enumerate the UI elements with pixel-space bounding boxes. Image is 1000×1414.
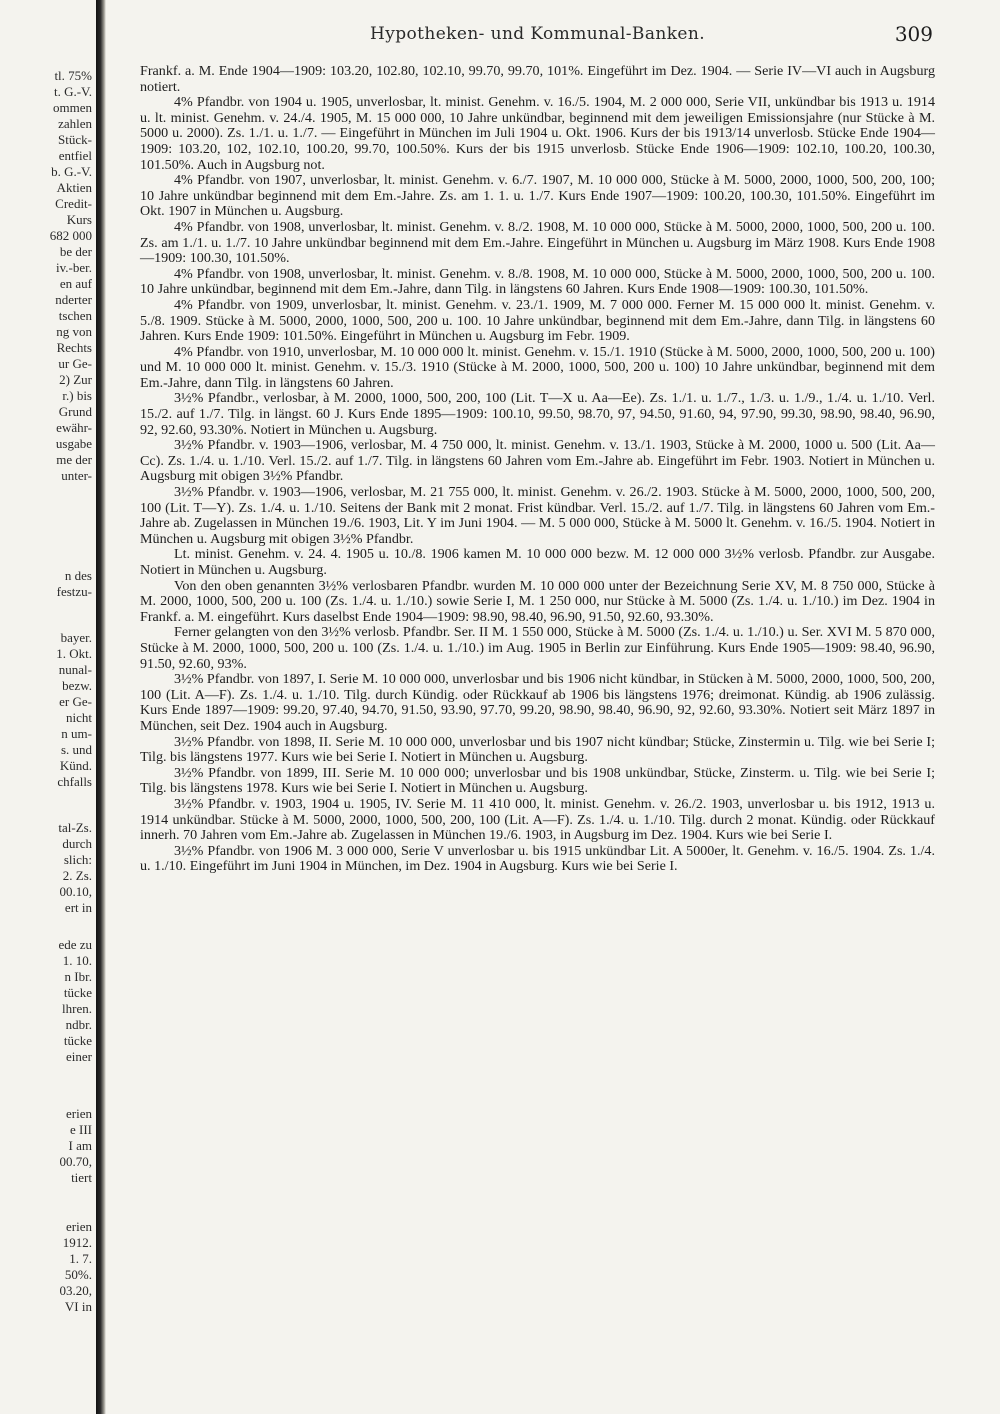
margin-fragment: Rechts — [56, 340, 92, 355]
entry-paragraph: 4% Pfandbr. von 1908, unverlosbar, lt. minist. Genehm. v. 8./8. 1908, M. 10 000 000, Stücke à M. 5000, 2000, 1000, 500, 200 u. 100. 10 Jahre unkündbar, beginnend mit dem Em.-Jahre, dann Tilg. in längstens 60 Jahren. Kurs Ende 1908—1909: 100.30, 101.50%. — [140, 265, 935, 298]
margin-fragment: n Ibr. — [64, 969, 92, 984]
margin-fragment: tschen — [58, 308, 92, 323]
margin-fragment: n um- — [61, 726, 92, 741]
entry-paragraph: 3½% Pfandbr. von 1906 M. 3 000 000, Serie V unverlosbar u. bis 1915 unkündbar Lit. A 5000er, lt. Genehm. v. 16./5. 1904. Zs. 1./4. u. 1./10. Eingeführt im Juni 1904 in München, im Dez. 1904 in Augsburg. Kurs wie bei Serie I. — [140, 842, 935, 875]
entry-paragraph: 3½% Pfandbr. von 1897, I. Serie M. 10 000 000, unverlosbar und bis 1906 nicht kündbar, in Stücken à M. 5000, 2000, 1000, 500, 200, 100 (Lit. A—F). Zs. 1./4. u. 1./10. Tilg. durch Kündig. oder Rückkauf ab 1906 bis längstens 1976; dreimonat. Kündig. ab 1906 zulässig. Kurs Ende 1897—1909: 99.20, 97.40, 94.70, 91.50, 93.90, 97.70, 99.20, 98.90, 98.40, 96.90, 92, 92.60, 93.30%. Notiert seit März 1897 in München, seit Dez. 1904 auch in Augsburg. — [140, 671, 935, 734]
margin-fragment: Credit- — [55, 196, 92, 211]
margin-fragment: 50%. — [64, 1267, 92, 1282]
margin-fragment: festzu- — [56, 584, 92, 599]
margin-fragment: Künd. — [59, 758, 92, 773]
margin-fragment: en auf — [59, 276, 92, 291]
margin-fragment: bayer. — [60, 630, 92, 645]
margin-fragment: erien — [66, 1106, 92, 1121]
margin-fragment: ert in — [64, 900, 92, 915]
margin-fragment: e III — [69, 1122, 92, 1137]
entry-paragraph: Von den oben genannten 3½% verlosbaren Pfandbr. wurden M. 10 000 000 unter der Bezeichnung Serie XV, M. 8 750 000, Stücke à M. 2000, 1000, 500, 200 u. 100 (Zs. 1./4. u. 1./10.) sowie Serie I, M. 1 250 000, nur Stücke à M. 5000 (Zs. 1./4. u. 1./10.) im Dez. 1904 in Frankf. a. M. eingeführt. Kurs daselbst Ende 1904—1909: 98.90, 98.40, 96.90, 91.50, 92.60, 93.30%. — [140, 577, 935, 625]
margin-fragment: 00.10, — [59, 884, 92, 899]
entry-paragraph: 4% Pfandbr. von 1904 u. 1905, unverlosbar, lt. minist. Genehm. v. 16./5. 1904, M. 2 000 000, Serie VII, unkündbar bis 1913 u. 1914 u. lt. minist. Genehm. v. 24./4. 1905, M. 15 000 000, 10 Jahre unkündbar, beginnend mit dem jeweiligen Emissionsjahre (nur Stücke à M. 5000 u. 2000). Zs. 1./1. u. 1./7. — Eingeführt in München im Juli 1904 u. Okt. 1906. Kurs der bis 1913/14 unverlosb. Stücke Ende 1904—1909: 103.20, 102, 102.10, 100.20, 99.70, 100.50%. Kurs der bis 1915 unverlosb. Stücke Ende 1906—1909: 102.10, 100.20, 100.30, 101.50%. Auch in Augsburg not. — [140, 94, 935, 173]
margin-fragment: 03.20, — [59, 1283, 92, 1298]
margin-fragment: Stück- — [58, 132, 92, 147]
margin-fragment: er Ge- — [59, 694, 92, 709]
margin-fragment: tücke — [63, 1033, 92, 1048]
margin-fragment: me der — [56, 452, 92, 467]
margin-fragment: lhren. — [62, 1001, 92, 1016]
margin-fragment: ng von — [56, 324, 92, 339]
margin-fragment: nunal- — [58, 662, 92, 677]
entry-paragraph: 4% Pfandbr. von 1908, unverlosbar, lt. minist. Genehm. v. 8./2. 1908, M. 10 000 000, Stücke à M. 5000, 2000, 1000, 500, 200 u. 100. Zs. am 1./1. u. 1./7. 10 Jahre unkündbar beginnend mit dem Em.-Jahre. Eingeführt in München u. Augsburg im März 1908. Kurs Ende 1908—1909: 100.30, 101.50%. — [140, 218, 935, 267]
entry-paragraph: Ferner gelangten von den 3½% verlosb. Pfandbr. Ser. II M. 1 550 000, Stücke à M. 5000 (Zs. 1./4. u. 1./10.) u. Ser. XVI M. 5 870 000, Stücke à M. 2000, 1000, 500, 200 u. 100 (Zs. 1./4. u. 1./10.) im Aug. 1905 in Berlin zur Einführung. Kurs Ende 1905—1909: 98.40, 96.90, 91.50, 92.60, 93%. — [140, 624, 935, 672]
margin-fragment: be der — [59, 244, 92, 259]
margin-fragment: Aktien — [56, 180, 92, 195]
margin-fragment: 00.70, — [59, 1154, 92, 1169]
margin-fragment: n des — [64, 568, 92, 583]
margin-fragment: tal-Zs. — [58, 820, 92, 835]
margin-fragment: 1912. — [62, 1235, 92, 1250]
entry-paragraph: Lt. minist. Genehm. v. 24. 4. 1905 u. 10./8. 1906 kamen M. 10 000 000 bezw. M. 12 000 000 3½% verlosb. Pfandbr. zur Ausgabe. Notiert in München u. Augsburg. — [140, 546, 935, 578]
margin-fragment: entfiel — [58, 148, 92, 163]
margin-fragment: unter- — [61, 468, 92, 483]
page — [140, 22, 935, 875]
margin-fragment: 682 000 — [49, 228, 92, 243]
margin-fragment: ommen — [53, 100, 92, 115]
previous-page-margin — [0, 0, 92, 1414]
margin-fragment: nderter — [55, 292, 92, 307]
margin-fragment: 1. Okt. — [56, 646, 92, 661]
page-header — [140, 22, 935, 56]
margin-fragment: 2. Zs. — [62, 868, 92, 883]
margin-fragment: erien — [66, 1219, 92, 1234]
entry-paragraph: Frankf. a. M. Ende 1904—1909: 103.20, 102.80, 102.10, 99.70, 99.70, 101%. Eingeführt im Dez. 1904. — Serie IV—VI auch in Augsburg notiert. — [140, 63, 935, 95]
margin-fragment: iv.-ber. — [56, 260, 92, 275]
margin-fragment: ur Ge- — [58, 356, 92, 371]
margin-fragment: 1. 10. — [62, 953, 92, 968]
margin-fragment: bezw. — [62, 678, 92, 693]
margin-fragment: einer — [66, 1049, 92, 1064]
page-number: 309 — [894, 22, 933, 46]
margin-fragment: zahlen — [58, 116, 92, 131]
entry-list — [140, 64, 935, 875]
entry-paragraph: 3½% Pfandbr. von 1898, II. Serie M. 10 000 000, unverlosbar und bis 1907 nicht kündbar; Stücke, Zinstermin u. Tilg. wie bei Serie I; Tilg. bis längstens 1977. Kurs wie bei Serie I. Notiert in München u. Augsburg. — [140, 733, 935, 766]
margin-fragment: slich: — [63, 852, 92, 867]
margin-fragment: b. G.-V. — [51, 164, 92, 179]
margin-fragment: Kurs — [66, 212, 92, 227]
margin-fragment: ede zu — [58, 937, 92, 952]
margin-fragment: tiert — [71, 1170, 92, 1185]
entry-paragraph: 4% Pfandbr. von 1910, unverlosbar, M. 10 000 000 lt. minist. Genehm. v. 15./1. 1910 (Stücke à M. 5000, 2000, 1000, 500, 200 u. 100) und M. 10 000 000 lt. minist. Genehm. v. 15./3. 1910 (Stücke à M. 2000, 1000, 500, 200 u. 100) 10 Jahre unkündbar, beginnend mit dem Em.-Jahre, dann Tilg. in längstens 60 Jahren. — [140, 343, 935, 391]
margin-fragment: t. G.-V. — [53, 84, 92, 99]
margin-fragment: 1. 7. — [69, 1251, 92, 1266]
book-spine-shadow — [96, 0, 106, 1414]
entry-paragraph: 3½% Pfandbr. v. 1903—1906, verlosbar, M. 21 755 000, lt. minist. Genehm. v. 26./2. 1903. Stücke à M. 5000, 2000, 1000, 500, 200, 100 (Lit. T—Y). Zs. 1./4. u. 1./10. Seitens der Bank mit 2 monat. Frist kündbar. Verl. 15./2. auf 1./7. Tilg. in längstens 60 Jahren vom Em.-Jahre ab. Zugelassen in München 19./6. 1903, Lit. Y im Juni 1904. — M. 5 000 000, Stücke à M. 5000 lt. Genehm. v. 16./5. 1904. Notiert in München u. Augsburg mit obigen 3½% Pfandbr. — [140, 484, 935, 547]
margin-fragment: I am — [68, 1138, 92, 1153]
margin-fragment: Grund — [58, 404, 92, 419]
running-title: Hypotheken- und Kommunal-Banken. — [369, 24, 706, 44]
margin-fragment: nicht — [66, 710, 92, 725]
entry-paragraph: 4% Pfandbr. von 1909, unverlosbar, lt. minist. Genehm. v. 23./1. 1909, M. 7 000 000. Ferner M. 15 000 000 lt. minist. Genehm. v. 5./8. 1909. Stücke à M. 5000, 2000, 1000, 500, 200 u. 100. 10 Jahre unkündbar, beginnend mit dem Em.-Jahre, dann Tilg. in längstens 60 Jahren. Kurs Ende 1909: 101.50%. Eingeführt in München u. Augsburg im Febr. 1909. — [140, 296, 935, 345]
entry-paragraph: 3½% Pfandbr. v. 1903, 1904 u. 1905, IV. Serie M. 11 410 000, lt. minist. Genehm. v. 26./2. 1903, unverlosbar u. bis 1912, 1913 u. 1914 unkündbar. Stücke à M. 5000, 2000, 1000, 500, 200, 100 (Lit. A—F). Zs. 1./4. u. 1./10. Tilg. durch 2 monat. Kündig. oder Rückkauf innerh. 70 Jahren vom Em.-Jahre ab. Zugelassen in München 19./6. 1903, in Augsburg im Dez. 1904. Kurs wie bei Serie I. — [140, 795, 935, 844]
margin-fragment: VI in — [64, 1299, 92, 1314]
margin-fragment: usgabe — [55, 436, 92, 451]
margin-fragment: durch — [62, 836, 92, 851]
margin-fragment: 2) Zur — [59, 372, 92, 387]
margin-fragment: ewähr- — [56, 420, 92, 435]
entry-paragraph: 3½% Pfandbr., verlosbar, à M. 2000, 1000, 500, 200, 100 (Lit. T—X u. Aa—Ee). Zs. 1./1. u. 1./7., 1./3. u. 1./9., 1./4. u. 1./10. Verl. 15./2. auf 1./7. Tilg. in längst. 60 J. Kurs Ende 1895—1909: 100.10, 99.50, 98.70, 97, 94.50, 91.60, 94, 97.90, 99.30, 98.90, 98.40, 96.90, 92, 92.60, 93.30%. Notiert in München u. Augsburg. — [140, 390, 935, 438]
margin-fragment: tl. 75% — [54, 68, 92, 83]
entry-paragraph: 3½% Pfandbr. v. 1903—1906, verlosbar, M. 4 750 000, lt. minist. Genehm. v. 13./1. 1903, Stücke à M. 2000, 1000 u. 500 (Lit. Aa—Cc). Zs. 1./4. u. 1./10. Verl. 15./2. auf 1./7. Tilg. in längstens 60 Jahren vom Em.-Jahre ab. Eingeführt im Febr. 1903. Notiert in München u. Augsburg mit obigen 3½% Pfandbr. — [140, 437, 935, 485]
margin-fragment: r.) bis — [62, 388, 92, 403]
margin-fragment: s. und — [60, 742, 92, 757]
margin-fragment: chfalls — [57, 774, 92, 789]
margin-fragment: ndbr. — [65, 1017, 92, 1032]
margin-fragment: tücke — [63, 985, 92, 1000]
entry-paragraph: 3½% Pfandbr. von 1899, III. Serie M. 10 000 000; unverlosbar und bis 1908 unkündbar, Stücke, Zinsterm. u. Tilg. wie bei Serie I; Tilg. bis längstens 1978. Kurs wie bei Serie I. Notiert in München u. Augsburg. — [140, 764, 935, 797]
entry-paragraph: 4% Pfandbr. von 1907, unverlosbar, lt. minist. Genehm. v. 6./7. 1907, M. 10 000 000, Stücke à M. 5000, 2000, 1000, 500, 200, 100; 10 Jahre unkündbar beginnend mit dem Em.-Jahre. Zs. am 1. 1. u. 1./7. Kurs Ende 1907—1909: 100.20, 100.30, 101.50%. Eingeführt im Okt. 1907 in München u. Augsburg. — [140, 172, 935, 220]
